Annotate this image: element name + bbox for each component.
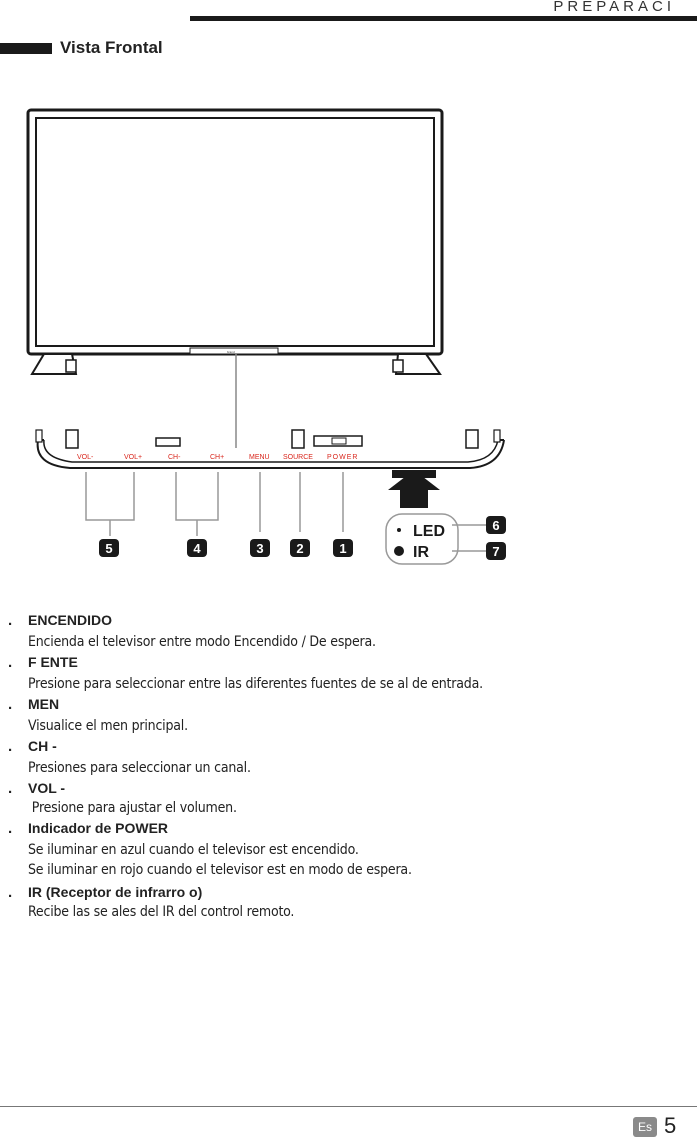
bullet: . (8, 820, 13, 837)
chapter-title: PREPARACI (553, 0, 675, 15)
svg-text:2: 2 (296, 541, 304, 556)
item-title: IR (Receptor de infrarro o) (28, 884, 203, 900)
item-desc: Encienda el televisor entre modo Encendido / De espera. (28, 634, 376, 650)
item-desc: Presiones para seleccionar un canal. (28, 760, 251, 776)
item-title: CH - (28, 738, 57, 754)
tv-screen (36, 118, 434, 346)
control-panel (38, 440, 504, 468)
item-desc: Se iluminar en rojo cuando el televisor est en modo de espera. (28, 862, 412, 878)
item-desc: Visualice el men principal. (28, 718, 188, 734)
bullet: . (8, 884, 13, 901)
bullet: . (8, 654, 13, 671)
led-dot (397, 528, 401, 532)
ir-label: IR (413, 544, 429, 561)
svg-text:7: 7 (492, 544, 500, 559)
label-source: SOURCE (283, 454, 313, 461)
bullet: . (8, 780, 13, 797)
leader-4 (176, 472, 218, 520)
header-rule (190, 16, 697, 21)
svg-text:1: 1 (339, 541, 347, 556)
leader-5 (86, 472, 134, 520)
svg-text:6: 6 (492, 518, 500, 533)
item-title: Indicador de POWER (28, 820, 169, 836)
language-badge: Es (633, 1117, 657, 1137)
led-label: LED (413, 523, 445, 540)
footer-rule (0, 1106, 697, 1107)
item-desc: Recibe las se ales del IR del control remoto. (28, 904, 295, 920)
ir-dot (394, 546, 404, 556)
svg-text:5: 5 (105, 541, 113, 556)
item-title: ENCENDIDO (28, 612, 113, 628)
section-bar (0, 43, 52, 54)
item-title: VOL - (28, 780, 66, 796)
section-title: Vista Frontal (60, 38, 163, 57)
label-ch-minus: CH- (168, 454, 181, 461)
svg-text:3: 3 (256, 541, 264, 556)
bullet: . (8, 696, 13, 713)
item-desc: Presione para ajustar el volumen. (28, 800, 237, 816)
bullet: . (8, 612, 13, 629)
item-title: MEN (28, 696, 60, 712)
item-title: F ENTE (28, 654, 78, 670)
item-desc: Presione para seleccionar entre las diferentes fuentes de se al de entrada. (28, 676, 483, 692)
item-desc: Se iluminar en azul cuando el televisor est encendido. (28, 842, 359, 858)
tv-logo: brand (227, 350, 235, 354)
bullet: . (8, 738, 13, 755)
label-menu: MENU (249, 454, 270, 461)
page-number: 5 (664, 1113, 677, 1138)
tv-front-diagram (0, 70, 697, 580)
label-power: POWER (327, 454, 359, 461)
label-vol-minus: VOL- (77, 454, 94, 461)
label-ch-plus: CH+ (210, 454, 225, 461)
svg-text:4: 4 (193, 541, 201, 556)
label-vol-plus: VOL+ (124, 454, 143, 461)
